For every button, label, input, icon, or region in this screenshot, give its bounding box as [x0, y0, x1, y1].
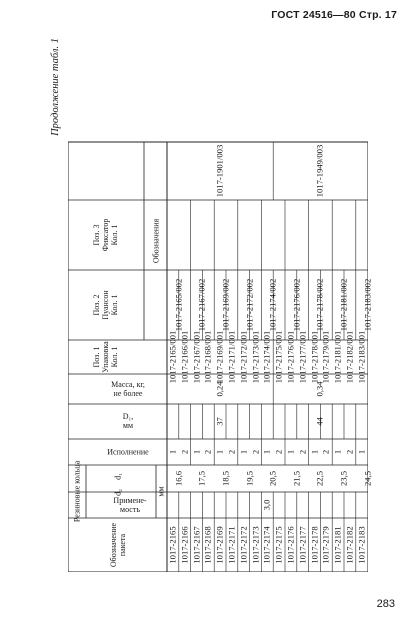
row-d1: 17,5 — [197, 470, 208, 487]
row-execution: 2 — [344, 449, 355, 455]
row-designation: 1017-2183 — [356, 526, 367, 564]
merged-pos3-b: 1017-1949/003 — [315, 144, 326, 198]
header-execution: Исполнение — [107, 447, 149, 457]
row-pos1: 1017-2177/001 — [297, 330, 308, 384]
merged-D1-a: 37 — [214, 417, 225, 426]
merged-D1-b: 44 — [315, 417, 326, 426]
row-execution: 1 — [167, 449, 178, 455]
row-designation: 1017-2165 — [167, 526, 178, 564]
row-designation: 1017-2174 — [262, 526, 272, 564]
row-execution: 2 — [321, 449, 331, 455]
merged-mass-a: 0,24 — [214, 381, 225, 397]
row-pos1: 1017-2168/001 — [203, 330, 213, 384]
row-execution: 1 — [262, 449, 272, 455]
header-d2: d₂ — [113, 489, 123, 496]
row-pos1: 1017-2165/001 — [167, 330, 178, 384]
row-designation: 1017-2173 — [250, 526, 261, 564]
header-pos3: Поз. 3 Фиксатор Кол. 1 — [92, 218, 120, 252]
row-pos2: 1017-2172/002 — [244, 278, 255, 332]
row-pos1: 1017-2176/001 — [285, 330, 296, 384]
row-execution: 2 — [203, 449, 213, 455]
header-application: Примене- мость — [112, 495, 147, 514]
header-D1: D₁, мм — [122, 412, 134, 431]
row-designation: 1017-2169 — [214, 526, 225, 564]
row-pos1: 1017-2175/001 — [273, 330, 284, 384]
row-d1: 19,5 — [244, 470, 255, 487]
row-pos1: 1017-2182/001 — [344, 330, 355, 384]
row-pos2: 1017-2165/002 — [173, 278, 184, 332]
row-pos1: 1017-2179/001 — [321, 330, 331, 384]
row-pos1: 1017-2167/001 — [191, 330, 202, 384]
row-pos1: 1017-2169/001 — [214, 330, 225, 384]
header-mass: Масса, кг, не более — [111, 379, 145, 398]
row-d1: 16,6 — [173, 470, 184, 487]
row-execution: 2 — [179, 449, 190, 455]
row-execution: 2 — [273, 449, 284, 455]
page-header: ГОСТ 24516—80 Стр. 17 — [271, 9, 397, 21]
row-designation: 1017-2178 — [309, 526, 320, 564]
row-designation: 1017-2179 — [321, 526, 331, 564]
row-execution: 1 — [285, 449, 296, 455]
row-pos1: 1017-2171/001 — [226, 330, 237, 384]
header-d1: d₁ — [113, 473, 123, 480]
merged-d2: 3,0 — [262, 499, 272, 511]
row-pos1: 1017-2173/001 — [250, 330, 261, 384]
row-pos1: 1017-2166/001 — [179, 330, 190, 384]
row-designation: 1017-2182 — [344, 526, 355, 564]
row-pos2: 1017-2181/002 — [338, 278, 349, 332]
header-notations: Обозначения — [151, 218, 161, 264]
row-pos1: 1017-2181/001 — [332, 330, 343, 384]
rotated-table-page — [46, 34, 373, 572]
row-pos2: 1017-2183/002 — [362, 278, 373, 332]
row-execution: 1 — [356, 449, 367, 455]
row-designation: 1017-2176 — [285, 526, 296, 564]
row-pos2: 1017-2176/002 — [291, 278, 302, 332]
row-designation: 1017-2167 — [191, 526, 202, 564]
row-designation: 1017-2168 — [203, 526, 213, 564]
row-d1: 24,5 — [362, 470, 373, 487]
row-execution: 2 — [226, 449, 237, 455]
continuation-label: Продолжение табл. 1 — [50, 38, 61, 136]
row-d1: 21,5 — [291, 470, 302, 487]
row-pos2: 1017-2178/002 — [315, 278, 326, 332]
row-designation: 1017-2172 — [238, 526, 249, 564]
row-execution: 1 — [191, 449, 202, 455]
row-pos2: 1017-2167/002 — [197, 278, 208, 332]
row-d1: 20,5 — [267, 470, 278, 487]
row-designation: 1017-2166 — [179, 526, 190, 564]
row-pos2: 1017-2169/002 — [220, 278, 231, 332]
row-execution: 1 — [214, 449, 225, 455]
header-designation: Обозначение пакета — [108, 522, 127, 568]
row-designation: 1017-2181 — [332, 526, 343, 564]
row-execution: 2 — [250, 449, 261, 455]
row-execution: 1 — [238, 449, 249, 455]
row-d1: 22,5 — [315, 470, 326, 487]
merged-pos3-a: 1017-1901/003 — [214, 144, 225, 198]
row-d1: 18,5 — [220, 470, 231, 487]
row-designation: 1017-2171 — [226, 526, 237, 564]
row-pos1: 1017-2183/001 — [356, 330, 367, 384]
row-designation: 1017-2177 — [297, 526, 308, 564]
header-pos2: Поз. 2 Пуансон Кол. 1 — [92, 290, 120, 320]
row-pos1: 1017-2178/001 — [309, 330, 320, 384]
row-pos1: 1017-2174/001 — [262, 330, 272, 384]
merged-mass-b: 0,34 — [315, 381, 326, 397]
row-pos2: 1017-2174/002 — [267, 278, 278, 332]
row-d1: 23,5 — [338, 470, 349, 487]
page-number: 283 — [376, 598, 395, 610]
header-rubber-rings: Резиновые кольца — [72, 460, 82, 523]
row-execution: 2 — [297, 449, 308, 455]
row-execution: 1 — [309, 449, 320, 455]
header-pos1: Поз. 1 Упаковка Кол. 1 — [92, 341, 120, 373]
row-pos1: 1017-2172/001 — [238, 330, 249, 384]
row-execution: 1 — [332, 449, 343, 455]
header-mm: мм — [156, 486, 166, 497]
row-designation: 1017-2175 — [273, 526, 284, 564]
